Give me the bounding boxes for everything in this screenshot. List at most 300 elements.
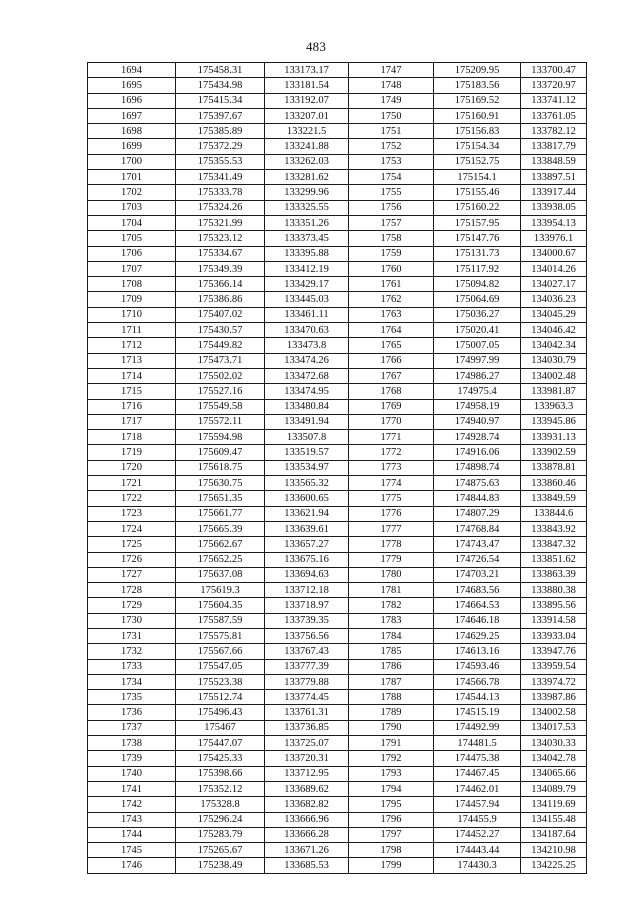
y-coordinate-left: 133445.03 — [265, 292, 349, 307]
x-coordinate-right: 174462.01 — [434, 781, 521, 796]
x-coordinate-right: 174928.74 — [434, 430, 521, 445]
table-row — [88, 277, 587, 292]
point-number-left: 1725 — [88, 537, 176, 552]
x-coordinate-right: 174457.94 — [434, 797, 521, 812]
table-row — [88, 460, 587, 475]
point-number-right: 1777 — [349, 521, 434, 536]
point-number-left: 1735 — [88, 690, 176, 705]
y-coordinate-left: 133712.95 — [265, 766, 349, 781]
y-coordinate-right: 133863.39 — [521, 567, 587, 582]
x-coordinate-left: 175496.43 — [176, 705, 265, 720]
y-coordinate-left: 133507.8 — [265, 430, 349, 445]
x-coordinate-left: 175587.59 — [176, 613, 265, 628]
x-coordinate-left: 175651.35 — [176, 491, 265, 506]
y-coordinate-left: 133412.19 — [265, 261, 349, 276]
table-row — [88, 827, 587, 842]
x-coordinate-left: 175238.49 — [176, 858, 265, 873]
x-coordinate-left: 175512.74 — [176, 690, 265, 705]
point-number-left: 1739 — [88, 751, 176, 766]
point-number-right: 1753 — [349, 154, 434, 169]
x-coordinate-right: 175007.05 — [434, 338, 521, 353]
y-coordinate-right: 134042.34 — [521, 338, 587, 353]
y-coordinate-right: 133981.87 — [521, 384, 587, 399]
x-coordinate-left: 175296.24 — [176, 812, 265, 827]
point-number-right: 1756 — [349, 200, 434, 215]
table-row — [88, 766, 587, 781]
x-coordinate-right: 175155.46 — [434, 185, 521, 200]
point-number-right: 1757 — [349, 215, 434, 230]
x-coordinate-right: 174975.4 — [434, 384, 521, 399]
y-coordinate-right: 134210.98 — [521, 843, 587, 858]
table-row — [88, 338, 587, 353]
y-coordinate-right: 133947.76 — [521, 644, 587, 659]
point-number-left: 1733 — [88, 659, 176, 674]
table-row — [88, 476, 587, 491]
y-coordinate-left: 133666.96 — [265, 812, 349, 827]
y-coordinate-left: 133725.07 — [265, 736, 349, 751]
y-coordinate-left: 133173.17 — [265, 63, 349, 78]
point-number-right: 1764 — [349, 323, 434, 338]
y-coordinate-right: 134046.42 — [521, 323, 587, 338]
y-coordinate-right: 133847.32 — [521, 537, 587, 552]
y-coordinate-left: 133779.88 — [265, 674, 349, 689]
y-coordinate-right: 133902.59 — [521, 445, 587, 460]
point-number-right: 1773 — [349, 460, 434, 475]
y-coordinate-left: 133685.53 — [265, 858, 349, 873]
point-number-right: 1780 — [349, 567, 434, 582]
y-coordinate-left: 133600.65 — [265, 491, 349, 506]
point-number-right: 1761 — [349, 277, 434, 292]
table-row — [88, 139, 587, 154]
table-row — [88, 674, 587, 689]
y-coordinate-right: 133844.6 — [521, 506, 587, 521]
y-coordinate-left: 133221.5 — [265, 124, 349, 139]
y-coordinate-left: 133657.27 — [265, 537, 349, 552]
y-coordinate-left: 133192.07 — [265, 93, 349, 108]
point-number-left: 1694 — [88, 63, 176, 78]
y-coordinate-right: 134017.53 — [521, 720, 587, 735]
x-coordinate-right: 175131.73 — [434, 246, 521, 261]
point-number-right: 1797 — [349, 827, 434, 842]
table-row — [88, 292, 587, 307]
table-row — [88, 521, 587, 536]
x-coordinate-right: 174844.83 — [434, 491, 521, 506]
x-coordinate-right: 174443.44 — [434, 843, 521, 858]
y-coordinate-right: 133931.13 — [521, 430, 587, 445]
table-row — [88, 598, 587, 613]
table-row — [88, 644, 587, 659]
x-coordinate-left: 175652.25 — [176, 552, 265, 567]
x-coordinate-right: 175154.34 — [434, 139, 521, 154]
y-coordinate-right: 133917.44 — [521, 185, 587, 200]
x-coordinate-left: 175425.33 — [176, 751, 265, 766]
point-number-right: 1775 — [349, 491, 434, 506]
point-number-left: 1707 — [88, 261, 176, 276]
x-coordinate-right: 174940.97 — [434, 414, 521, 429]
y-coordinate-left: 133736.85 — [265, 720, 349, 735]
table-row — [88, 583, 587, 598]
point-number-right: 1749 — [349, 93, 434, 108]
point-number-left: 1705 — [88, 231, 176, 246]
y-coordinate-left: 133639.61 — [265, 521, 349, 536]
y-coordinate-right: 134225.25 — [521, 858, 587, 873]
x-coordinate-left: 175434.98 — [176, 78, 265, 93]
x-coordinate-left: 175398.66 — [176, 766, 265, 781]
point-number-left: 1715 — [88, 384, 176, 399]
y-coordinate-right: 134065.66 — [521, 766, 587, 781]
point-number-left: 1701 — [88, 170, 176, 185]
table-row — [88, 552, 587, 567]
point-number-right: 1758 — [349, 231, 434, 246]
y-coordinate-right: 133976.1 — [521, 231, 587, 246]
x-coordinate-left: 175341.49 — [176, 170, 265, 185]
table-row — [88, 736, 587, 751]
x-coordinate-left: 175567.66 — [176, 644, 265, 659]
point-number-right: 1771 — [349, 430, 434, 445]
point-number-right: 1784 — [349, 628, 434, 643]
x-coordinate-left: 175407.02 — [176, 307, 265, 322]
x-coordinate-right: 174683.56 — [434, 583, 521, 598]
table-row — [88, 108, 587, 123]
y-coordinate-left: 133675.16 — [265, 552, 349, 567]
x-coordinate-left: 175355.53 — [176, 154, 265, 169]
y-coordinate-left: 133262.03 — [265, 154, 349, 169]
x-coordinate-right: 174743.47 — [434, 537, 521, 552]
x-coordinate-right: 175020.41 — [434, 323, 521, 338]
y-coordinate-left: 133689.62 — [265, 781, 349, 796]
point-number-left: 1704 — [88, 215, 176, 230]
point-number-left: 1708 — [88, 277, 176, 292]
table-row — [88, 93, 587, 108]
point-number-right: 1795 — [349, 797, 434, 812]
y-coordinate-right: 133741.12 — [521, 93, 587, 108]
x-coordinate-left: 175619.3 — [176, 583, 265, 598]
point-number-right: 1789 — [349, 705, 434, 720]
point-number-left: 1710 — [88, 307, 176, 322]
y-coordinate-left: 133666.28 — [265, 827, 349, 842]
y-coordinate-left: 133325.55 — [265, 200, 349, 215]
y-coordinate-left: 133671.26 — [265, 843, 349, 858]
y-coordinate-left: 133474.26 — [265, 353, 349, 368]
table-row — [88, 246, 587, 261]
table-row — [88, 414, 587, 429]
point-number-right: 1793 — [349, 766, 434, 781]
y-coordinate-left: 133429.17 — [265, 277, 349, 292]
y-coordinate-right: 133895.56 — [521, 598, 587, 613]
x-coordinate-right: 174475.38 — [434, 751, 521, 766]
point-number-right: 1770 — [349, 414, 434, 429]
table-row — [88, 567, 587, 582]
y-coordinate-left: 133761.31 — [265, 705, 349, 720]
y-coordinate-right: 133761.05 — [521, 108, 587, 123]
x-coordinate-right: 174613.16 — [434, 644, 521, 659]
point-number-left: 1740 — [88, 766, 176, 781]
x-coordinate-left: 175547.05 — [176, 659, 265, 674]
point-number-left: 1732 — [88, 644, 176, 659]
x-coordinate-left: 175349.39 — [176, 261, 265, 276]
point-number-left: 1703 — [88, 200, 176, 215]
point-number-right: 1765 — [349, 338, 434, 353]
point-number-right: 1774 — [349, 476, 434, 491]
y-coordinate-right: 133817.79 — [521, 139, 587, 154]
y-coordinate-right: 134045.29 — [521, 307, 587, 322]
x-coordinate-left: 175572.11 — [176, 414, 265, 429]
y-coordinate-right: 133720.97 — [521, 78, 587, 93]
point-number-right: 1769 — [349, 399, 434, 414]
x-coordinate-left: 175385.89 — [176, 124, 265, 139]
y-coordinate-right: 133878.81 — [521, 460, 587, 475]
y-coordinate-left: 133621.94 — [265, 506, 349, 521]
x-coordinate-right: 175036.27 — [434, 307, 521, 322]
x-coordinate-left: 175502.02 — [176, 368, 265, 383]
point-number-right: 1792 — [349, 751, 434, 766]
y-coordinate-right: 134002.48 — [521, 368, 587, 383]
y-coordinate-left: 133299.96 — [265, 185, 349, 200]
x-coordinate-right: 174629.25 — [434, 628, 521, 643]
y-coordinate-right: 133954.13 — [521, 215, 587, 230]
y-coordinate-right: 134119.69 — [521, 797, 587, 812]
x-coordinate-left: 175575.81 — [176, 628, 265, 643]
y-coordinate-right: 134089.79 — [521, 781, 587, 796]
x-coordinate-right: 174430.3 — [434, 858, 521, 873]
y-coordinate-right: 134187.64 — [521, 827, 587, 842]
x-coordinate-right: 174807.29 — [434, 506, 521, 521]
point-number-left: 1729 — [88, 598, 176, 613]
x-coordinate-left: 175665.39 — [176, 521, 265, 536]
point-number-right: 1763 — [349, 307, 434, 322]
table-row — [88, 430, 587, 445]
table-row — [88, 628, 587, 643]
x-coordinate-left: 175397.67 — [176, 108, 265, 123]
x-coordinate-left: 175321.99 — [176, 215, 265, 230]
point-number-left: 1713 — [88, 353, 176, 368]
y-coordinate-right: 133880.38 — [521, 583, 587, 598]
table-row — [88, 537, 587, 552]
x-coordinate-right: 174997.99 — [434, 353, 521, 368]
x-coordinate-right: 174452.27 — [434, 827, 521, 842]
table-row — [88, 200, 587, 215]
table-row — [88, 781, 587, 796]
y-coordinate-right: 133987.86 — [521, 690, 587, 705]
table-row — [88, 659, 587, 674]
y-coordinate-right: 134000.67 — [521, 246, 587, 261]
y-coordinate-left: 133281.62 — [265, 170, 349, 185]
y-coordinate-right: 134014.26 — [521, 261, 587, 276]
point-number-right: 1766 — [349, 353, 434, 368]
y-coordinate-left: 133351.26 — [265, 215, 349, 230]
x-coordinate-left: 175609.47 — [176, 445, 265, 460]
x-coordinate-right: 174916.06 — [434, 445, 521, 460]
y-coordinate-left: 133373.45 — [265, 231, 349, 246]
x-coordinate-right: 174703.21 — [434, 567, 521, 582]
point-number-right: 1772 — [349, 445, 434, 460]
point-number-left: 1728 — [88, 583, 176, 598]
table-row — [88, 154, 587, 169]
y-coordinate-left: 133739.35 — [265, 613, 349, 628]
x-coordinate-left: 175662.67 — [176, 537, 265, 552]
y-coordinate-left: 133534.97 — [265, 460, 349, 475]
y-coordinate-right: 133849.59 — [521, 491, 587, 506]
y-coordinate-left: 133519.57 — [265, 445, 349, 460]
y-coordinate-right: 134027.17 — [521, 277, 587, 292]
x-coordinate-right: 174566.78 — [434, 674, 521, 689]
point-number-left: 1738 — [88, 736, 176, 751]
point-number-right: 1759 — [349, 246, 434, 261]
x-coordinate-left: 175449.82 — [176, 338, 265, 353]
y-coordinate-left: 133712.18 — [265, 583, 349, 598]
x-coordinate-right: 174768.84 — [434, 521, 521, 536]
x-coordinate-left: 175430.57 — [176, 323, 265, 338]
point-number-right: 1788 — [349, 690, 434, 705]
coordinates-table — [87, 62, 587, 874]
y-coordinate-left: 133241.88 — [265, 139, 349, 154]
x-coordinate-right: 174986.27 — [434, 368, 521, 383]
y-coordinate-right: 133959.54 — [521, 659, 587, 674]
table-row — [88, 185, 587, 200]
point-number-right: 1787 — [349, 674, 434, 689]
point-number-right: 1791 — [349, 736, 434, 751]
point-number-right: 1785 — [349, 644, 434, 659]
x-coordinate-right: 175209.95 — [434, 63, 521, 78]
point-number-right: 1750 — [349, 108, 434, 123]
x-coordinate-right: 174492.99 — [434, 720, 521, 735]
page-number: 483 — [305, 39, 327, 54]
point-number-left: 1696 — [88, 93, 176, 108]
x-coordinate-right: 174593.46 — [434, 659, 521, 674]
x-coordinate-left: 175594.98 — [176, 430, 265, 445]
x-coordinate-left: 175467 — [176, 720, 265, 735]
x-coordinate-right: 175156.83 — [434, 124, 521, 139]
x-coordinate-right: 175154.1 — [434, 170, 521, 185]
point-number-left: 1742 — [88, 797, 176, 812]
y-coordinate-right: 133914.58 — [521, 613, 587, 628]
table-row — [88, 613, 587, 628]
y-coordinate-left: 133181.54 — [265, 78, 349, 93]
point-number-left: 1711 — [88, 323, 176, 338]
y-coordinate-right: 133851.62 — [521, 552, 587, 567]
y-coordinate-right: 133933.04 — [521, 628, 587, 643]
table-row — [88, 261, 587, 276]
point-number-left: 1717 — [88, 414, 176, 429]
x-coordinate-left: 175283.79 — [176, 827, 265, 842]
point-number-right: 1783 — [349, 613, 434, 628]
point-number-right: 1755 — [349, 185, 434, 200]
y-coordinate-left: 133461.11 — [265, 307, 349, 322]
table-row — [88, 170, 587, 185]
y-coordinate-left: 133491.94 — [265, 414, 349, 429]
point-number-left: 1712 — [88, 338, 176, 353]
y-coordinate-left: 133207.01 — [265, 108, 349, 123]
x-coordinate-right: 174898.74 — [434, 460, 521, 475]
x-coordinate-right: 175183.56 — [434, 78, 521, 93]
y-coordinate-right: 133843.92 — [521, 521, 587, 536]
point-number-right: 1786 — [349, 659, 434, 674]
table-row — [88, 323, 587, 338]
table-row — [88, 843, 587, 858]
point-number-left: 1723 — [88, 506, 176, 521]
point-number-left: 1737 — [88, 720, 176, 735]
x-coordinate-right: 174875.63 — [434, 476, 521, 491]
x-coordinate-left: 175618.75 — [176, 460, 265, 475]
point-number-left: 1745 — [88, 843, 176, 858]
table-row — [88, 63, 587, 78]
y-coordinate-right: 133938.05 — [521, 200, 587, 215]
point-number-right: 1751 — [349, 124, 434, 139]
coordinates-table-body — [88, 63, 587, 874]
point-number-right: 1794 — [349, 781, 434, 796]
point-number-left: 1720 — [88, 460, 176, 475]
table-row — [88, 705, 587, 720]
y-coordinate-left: 133718.97 — [265, 598, 349, 613]
point-number-left: 1744 — [88, 827, 176, 842]
x-coordinate-right: 175064.69 — [434, 292, 521, 307]
point-number-right: 1752 — [349, 139, 434, 154]
y-coordinate-right: 133945.86 — [521, 414, 587, 429]
point-number-right: 1782 — [349, 598, 434, 613]
point-number-left: 1743 — [88, 812, 176, 827]
x-coordinate-left: 175637.08 — [176, 567, 265, 582]
point-number-left: 1727 — [88, 567, 176, 582]
point-number-left: 1714 — [88, 368, 176, 383]
x-coordinate-left: 175604.35 — [176, 598, 265, 613]
point-number-right: 1796 — [349, 812, 434, 827]
point-number-left: 1697 — [88, 108, 176, 123]
point-number-right: 1754 — [349, 170, 434, 185]
table-row — [88, 720, 587, 735]
point-number-left: 1734 — [88, 674, 176, 689]
point-number-right: 1781 — [349, 583, 434, 598]
point-number-left: 1741 — [88, 781, 176, 796]
y-coordinate-right: 134002.58 — [521, 705, 587, 720]
x-coordinate-left: 175661.77 — [176, 506, 265, 521]
point-number-left: 1731 — [88, 628, 176, 643]
table-row — [88, 124, 587, 139]
point-number-left: 1718 — [88, 430, 176, 445]
point-number-right: 1799 — [349, 858, 434, 873]
y-coordinate-right: 134036.23 — [521, 292, 587, 307]
y-coordinate-right: 133974.72 — [521, 674, 587, 689]
x-coordinate-right: 174664.53 — [434, 598, 521, 613]
point-number-left: 1726 — [88, 552, 176, 567]
point-number-right: 1768 — [349, 384, 434, 399]
point-number-left: 1716 — [88, 399, 176, 414]
x-coordinate-left: 175328.8 — [176, 797, 265, 812]
x-coordinate-left: 175458.31 — [176, 63, 265, 78]
x-coordinate-left: 175366.14 — [176, 277, 265, 292]
x-coordinate-right: 175147.76 — [434, 231, 521, 246]
x-coordinate-left: 175523.38 — [176, 674, 265, 689]
x-coordinate-left: 175323.12 — [176, 231, 265, 246]
table-row — [88, 307, 587, 322]
table-row — [88, 491, 587, 506]
point-number-left: 1719 — [88, 445, 176, 460]
point-number-right: 1798 — [349, 843, 434, 858]
point-number-right: 1778 — [349, 537, 434, 552]
x-coordinate-right: 174958.19 — [434, 399, 521, 414]
x-coordinate-right: 175117.92 — [434, 261, 521, 276]
y-coordinate-right: 134155.48 — [521, 812, 587, 827]
x-coordinate-right: 175157.95 — [434, 215, 521, 230]
point-number-left: 1706 — [88, 246, 176, 261]
point-number-left: 1709 — [88, 292, 176, 307]
x-coordinate-left: 175324.26 — [176, 200, 265, 215]
x-coordinate-left: 175334.67 — [176, 246, 265, 261]
point-number-left: 1700 — [88, 154, 176, 169]
y-coordinate-right: 133860.46 — [521, 476, 587, 491]
x-coordinate-left: 175549.58 — [176, 399, 265, 414]
table-row — [88, 797, 587, 812]
point-number-left: 1699 — [88, 139, 176, 154]
